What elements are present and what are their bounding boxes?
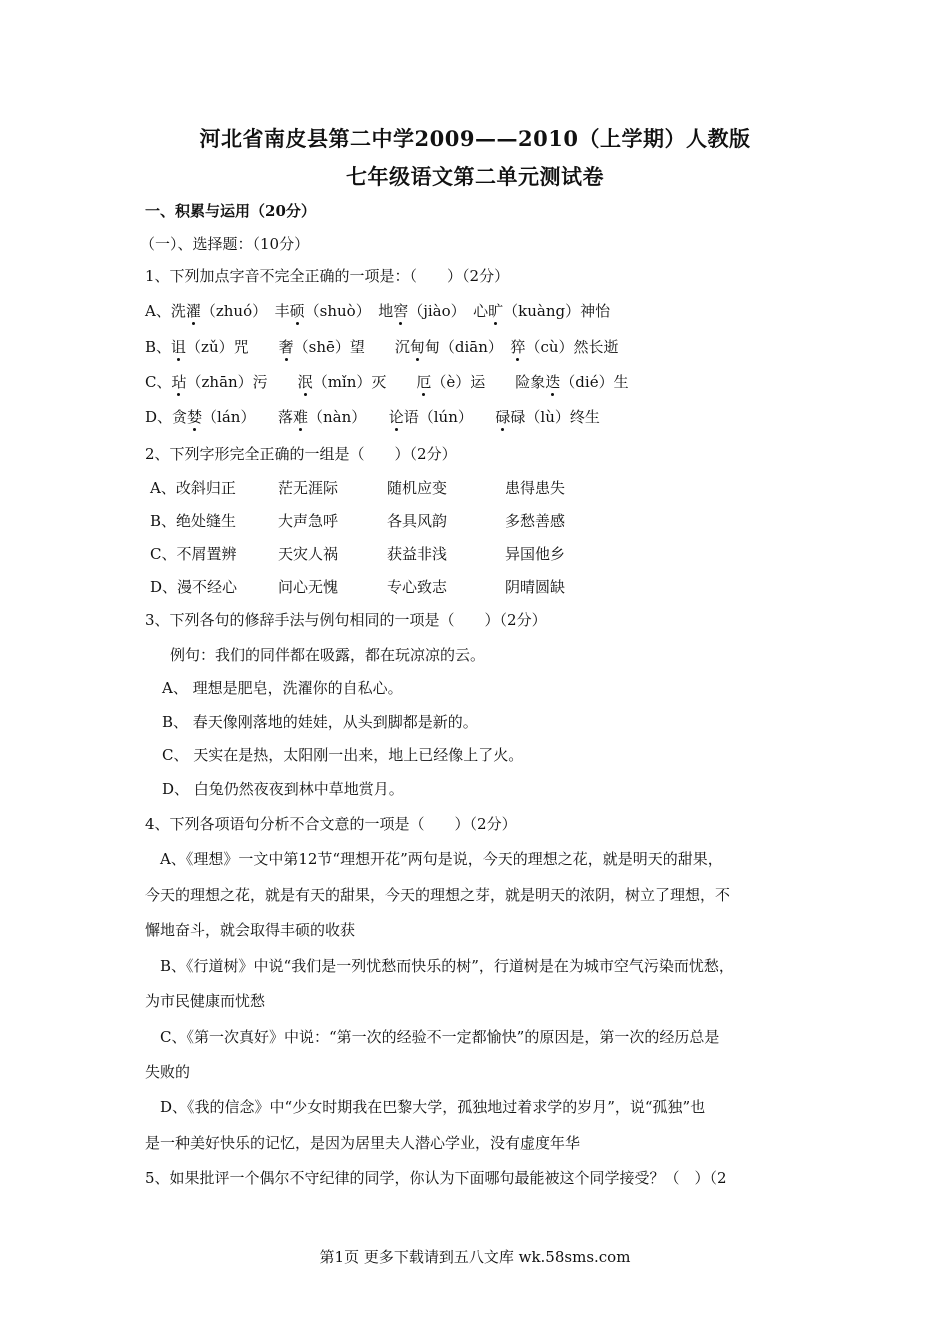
q1-a-dotted-3: 窖 [393, 302, 409, 320]
section-heading: 一、积累与运用（20分） [145, 202, 316, 220]
q1-b-pre: B、 [145, 338, 172, 356]
q1-c-dotted-3: 厄 [416, 373, 432, 391]
q1-a-dotted-2: 硕 [289, 302, 305, 320]
q4-option-d-line-2: 是一种美好快乐的记忆，是因为居里夫人潜心学业，没有虚度年华 [145, 1134, 581, 1152]
q1-a-pre: A、洗 [145, 302, 186, 320]
q1-d-pre: D、贪 [145, 408, 188, 426]
q2-cell: 大声急呼 [278, 512, 339, 530]
q4-option-c-line-2: 失败的 [145, 1063, 191, 1081]
q3-option-b: B、 春天像刚落地的娃娃，从头到脚都是新的。 [162, 713, 478, 731]
q2-cell: B、绝处缝生 [150, 512, 237, 530]
q1-b-text-2: （shē）望 沉 [293, 338, 410, 356]
q2-cell: 阴晴圆缺 [505, 578, 566, 596]
q4-option-a-line-2: 今天的理想之花，就是有天的甜果，今天的理想之芽，就是明天的浓阴，树立了理想，不 [145, 886, 731, 904]
q1-c-dotted-2: 泯 [297, 373, 313, 391]
q3-option-a: A、 理想是肥皂，洗濯你的自私心。 [162, 679, 403, 697]
q2-cell: D、漫不经心 [150, 578, 238, 596]
page-footer: 第1页 更多下载请到五八文库 wk.58sms.com [319, 1248, 631, 1266]
subsection-heading: （一）、选择题：（10分） [140, 235, 310, 253]
q2-stem: 2、下列字形完全正确的一组是（ ）（2分） [145, 445, 457, 463]
q5-stem: 5、如果批评一个偶尔不守纪律的同学，你认为下面哪句最能被这个同学接受？（ ）（2 [145, 1169, 727, 1187]
q1-a-text-2: （shuò） 地 [304, 302, 394, 320]
q1-option-c [145, 372, 629, 392]
q2-cell: 专心致志 [387, 578, 448, 596]
q2-cell: 获益非浅 [387, 545, 448, 563]
q1-c-text-1: （zhān）污 [186, 373, 298, 391]
q1-d-text-4: 碌（lù）终生 [510, 408, 600, 426]
q3-stem: 3、下列各句的修辞手法与例句相同的一项是（ ）（2分） [145, 611, 547, 629]
q3-option-c: C、 天实在是热，太阳刚一出来，地上已经像上了火。 [162, 746, 524, 764]
q1-d-text-2: （nàn） [307, 408, 389, 426]
q2-cell: 多愁善感 [505, 512, 566, 530]
q1-a-dotted-1: 濯 [185, 302, 201, 320]
q1-d-dotted-3: 论 [388, 408, 404, 426]
q2-cell: 问心无愧 [278, 578, 339, 596]
q4-option-a-line-3: 懈地奋斗，就会取得丰硕的收获 [145, 921, 356, 939]
q1-d-text-3: 语（lún） [403, 408, 496, 426]
q1-d-text-1: （lán） 落 [202, 408, 293, 426]
q1-b-text-4: （cù）然长逝 [525, 338, 619, 356]
q2-cell: 患得患失 [505, 479, 566, 497]
q1-option-d [145, 407, 600, 427]
q1-c-pre: C、 [145, 373, 172, 391]
q1-option-b [145, 337, 619, 357]
q4-option-b-line-1: B、《行道树》中说“我们是一列忧愁而快乐的树”，行道树是在为城市空气污染而忧愁， [160, 957, 734, 975]
q2-cell: A、改斜归正 [150, 479, 236, 497]
q4-option-b-line-2: 为市民健康而忧愁 [145, 992, 266, 1010]
q2-cell: 各具风韵 [387, 512, 448, 530]
q2-cell: 茫无涯际 [278, 479, 339, 497]
q2-cell: 异国他乡 [505, 545, 566, 563]
q2-cell: 天灾人祸 [278, 545, 339, 563]
q1-a-text-3: （jiào） 心 [408, 302, 489, 320]
q1-b-text-1: （zǔ）咒 [186, 338, 279, 356]
q1-a-text-4: （kuàng）神怡 [503, 302, 611, 320]
q1-d-dotted-4: 碌 [495, 408, 511, 426]
q1-b-dotted-3: 甸 [409, 338, 425, 356]
q1-c-text-3: （è）运 险象 [431, 373, 546, 391]
q1-option-a [145, 301, 610, 321]
q3-option-d: D、 白兔仍然夜夜到林中草地赏月。 [162, 780, 404, 798]
q1-b-text-3: 甸（diān） [424, 338, 511, 356]
q1-a-text-1: （zhuó） 丰 [200, 302, 290, 320]
q4-option-a-line-1: A、《理想》一文中第12节“理想开花”两句是说，今天的理想之花，就是明天的甜果， [160, 850, 723, 868]
q2-cell: C、不屑置辨 [150, 545, 237, 563]
q2-cell: 随机应变 [387, 479, 448, 497]
q4-stem: 4、下列各项语句分析不合文意的一项是（ ）（2分） [145, 815, 517, 833]
q1-c-text-2: （mǐn）灭 [312, 373, 417, 391]
title-line-1: 河北省南皮县第二中学2009——2010（上学期）人教版 [199, 126, 751, 151]
q1-stem: 1、下列加点字音不完全正确的一项是：（ ）（2分） [145, 267, 510, 285]
q1-b-dotted-4: 猝 [510, 338, 526, 356]
q3-example: 例句：我们的同伴都在吸露，都在玩凉凉的云。 [170, 646, 486, 664]
q1-d-dotted-2: 难 [292, 408, 308, 426]
q1-b-dotted-2: 奢 [278, 338, 294, 356]
q1-b-dotted-1: 诅 [171, 338, 187, 356]
q4-option-c-line-1: C、《第一次真好》中说：“第一次的经验不一定都愉快”的原因是，第一次的经历总是 [160, 1028, 720, 1046]
q1-a-dotted-4: 旷 [488, 302, 504, 320]
title-line-2: 七年级语文第二单元测试卷 [346, 164, 604, 189]
q4-option-d-line-1: D、《我的信念》中“少女时期我在巴黎大学，孤独地过着求学的岁月”，说“孤独”也 [160, 1098, 706, 1116]
q1-c-dotted-1: 玷 [171, 373, 187, 391]
q1-c-dotted-4: 迭 [545, 373, 561, 391]
q1-d-dotted-1: 婪 [187, 408, 203, 426]
q1-c-text-4: （dié）生 [560, 373, 629, 391]
